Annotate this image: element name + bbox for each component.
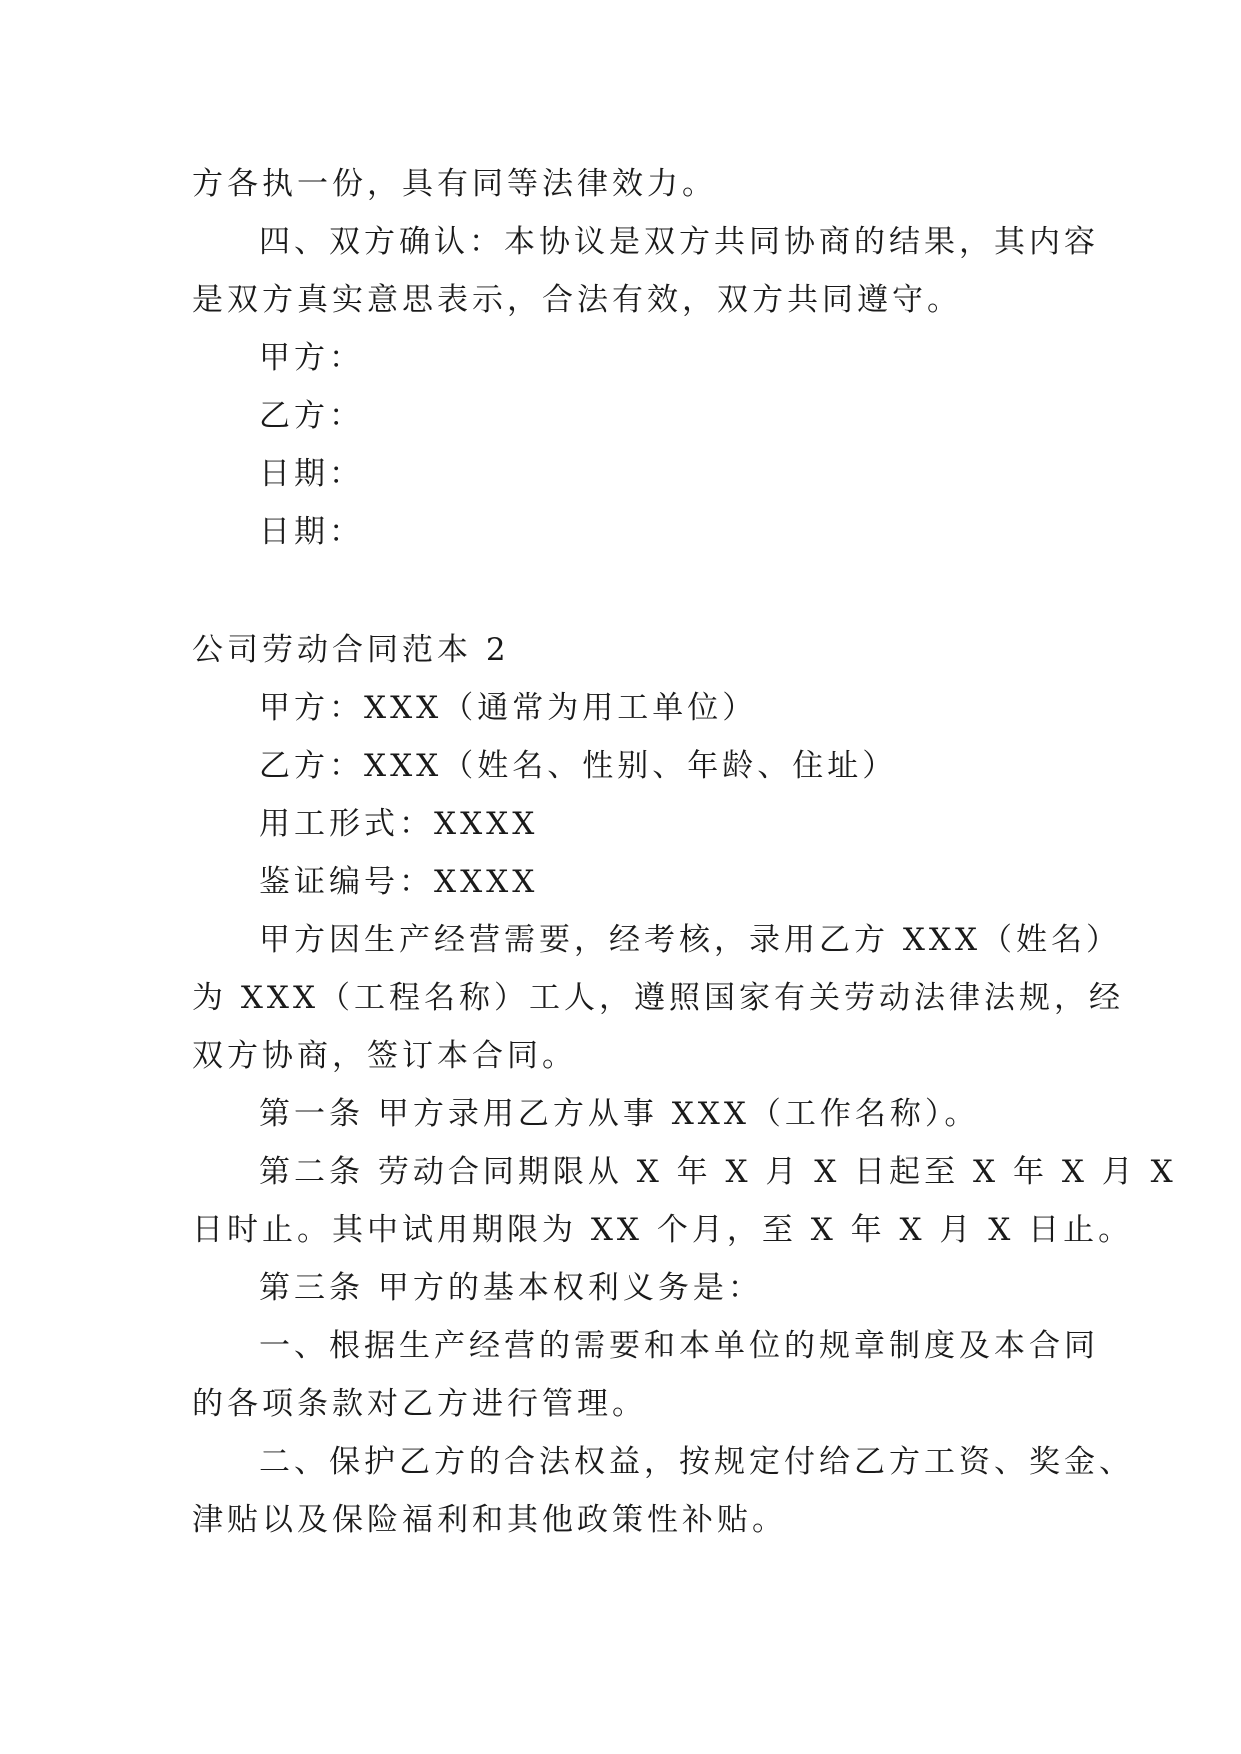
paragraph-line: 日时止。其中试用期限为 XX 个月，至 X 年 X 月 X 日止。 [192,1212,1134,1248]
paragraph-line: 为 XXX（工程名称）工人，遵照国家有关劳动法律法规，经 [192,980,1125,1016]
signature-date-label: 日期： [259,456,364,492]
article-line: 第二条 劳动合同期限从 X 年 X 月 X 日起至 X 年 X 月 X [259,1154,1177,1190]
paragraph-line: 四、双方确认：本协议是双方共同协商的结果，其内容 [259,224,1099,260]
paragraph-line: 方各执一份，具有同等法律效力。 [192,166,717,202]
article-line: 第三条 甲方的基本权利义务是： [259,1270,763,1306]
paragraph-line: 津贴以及保险福利和其他政策性补贴。 [192,1502,787,1538]
paragraph-line: 二、保护乙方的合法权益，按规定付给乙方工资、奖金、 [259,1444,1134,1480]
paragraph-line: 双方协商，签订本合同。 [192,1038,577,1074]
signature-party-a-label: 甲方： [259,340,364,376]
paragraph-line: 是双方真实意思表示，合法有效，双方共同遵守。 [192,282,962,318]
certification-number-field: 鉴证编号：XXXX [259,864,539,900]
paragraph-line: 的各项条款对乙方进行管理。 [192,1386,647,1422]
party-b-field: 乙方：XXX（姓名、性别、年龄、住址） [259,748,898,784]
article-line: 第一条 甲方录用乙方从事 XXX（工作名称）。 [259,1096,980,1132]
party-a-field: 甲方：XXX（通常为用工单位） [259,690,758,726]
signature-date-label: 日期： [259,514,364,550]
employment-form-field: 用工形式：XXXX [259,806,539,842]
signature-party-b-label: 乙方： [259,398,364,434]
section-title: 公司劳动合同范本 2 [192,632,510,668]
paragraph-line: 甲方因生产经营需要，经考核，录用乙方 XXX（姓名） [259,922,1122,958]
paragraph-line: 一、根据生产经营的需要和本单位的规章制度及本合同 [259,1328,1099,1364]
